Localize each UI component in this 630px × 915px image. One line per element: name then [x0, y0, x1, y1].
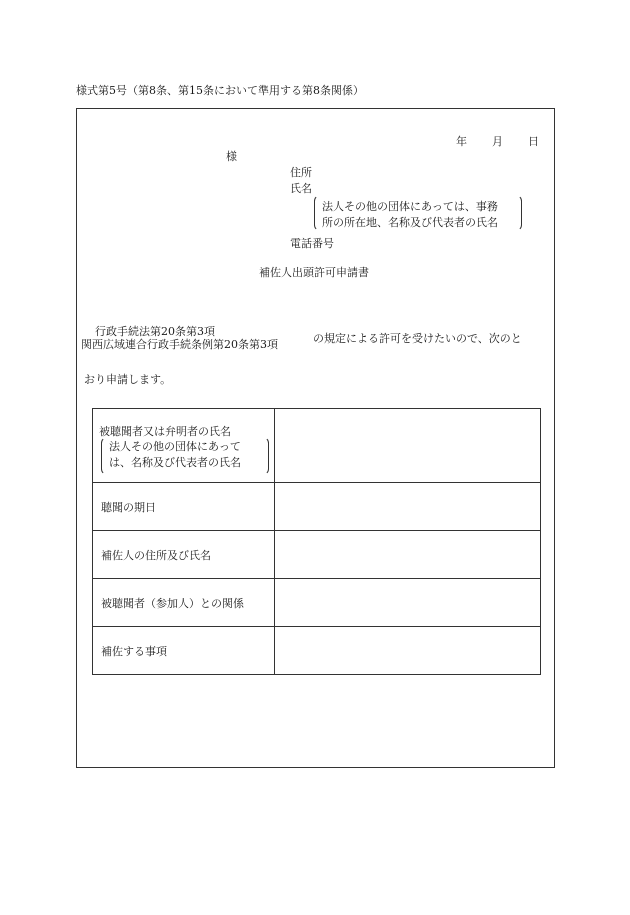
- date-year-label: 年: [456, 135, 467, 148]
- table-row: [93, 483, 541, 531]
- applicant-org-note-line2: 所の所在地、名称及び代表者の氏名: [322, 216, 498, 229]
- respondent-org-note-line2: は、名称及び代表者の氏名: [109, 456, 241, 469]
- applicant-org-note-line1: 法人その他の団体にあっては、事務: [322, 200, 498, 213]
- relationship-label: 被聴聞者（参加人）との関係: [93, 579, 275, 627]
- document-title: 補佐人出頭許可申請書: [259, 266, 369, 279]
- assistant-address-name-label: 補佐人の住所及び氏名: [93, 531, 275, 579]
- date-month-label: 月: [492, 135, 503, 148]
- law-reference-2: 関西広域連合行政手続条例第20条第3項: [81, 338, 278, 351]
- hearing-date-label: 聴聞の期日: [93, 483, 275, 531]
- body-text-line1: の規定による許可を受けたいので、次のと: [313, 332, 522, 345]
- body-text-line2: おり申請します。: [84, 373, 172, 386]
- law-reference-1: 行政手続法第20条第3項: [95, 325, 215, 338]
- table-row: [93, 579, 541, 627]
- application-table: [92, 408, 541, 675]
- applicant-name-label: 氏名: [290, 182, 312, 195]
- row-label-cell: [93, 409, 275, 483]
- table-row: [93, 409, 541, 483]
- table-row: [93, 627, 541, 675]
- applicant-phone-label: 電話番号: [290, 237, 334, 250]
- form-heading: 様式第5号（第8条、第15条において準用する第8条関係）: [76, 84, 364, 97]
- respondent-name-label: 被聴聞者又は弁明者の氏名: [99, 425, 231, 438]
- respondent-org-note-line1: 法人その他の団体にあって: [109, 440, 241, 453]
- table-row: [93, 531, 541, 579]
- assisted-matters-field[interactable]: [275, 627, 541, 675]
- assisted-matters-label: 補佐する事項: [93, 627, 275, 675]
- hearing-date-field[interactable]: [275, 483, 541, 531]
- assistant-address-name-field[interactable]: [275, 531, 541, 579]
- applicant-address-label: 住所: [290, 166, 312, 179]
- respondent-name-field[interactable]: [275, 409, 541, 483]
- addressee-suffix: 様: [226, 150, 237, 163]
- date-day-label: 日: [528, 135, 539, 148]
- relationship-field[interactable]: [275, 579, 541, 627]
